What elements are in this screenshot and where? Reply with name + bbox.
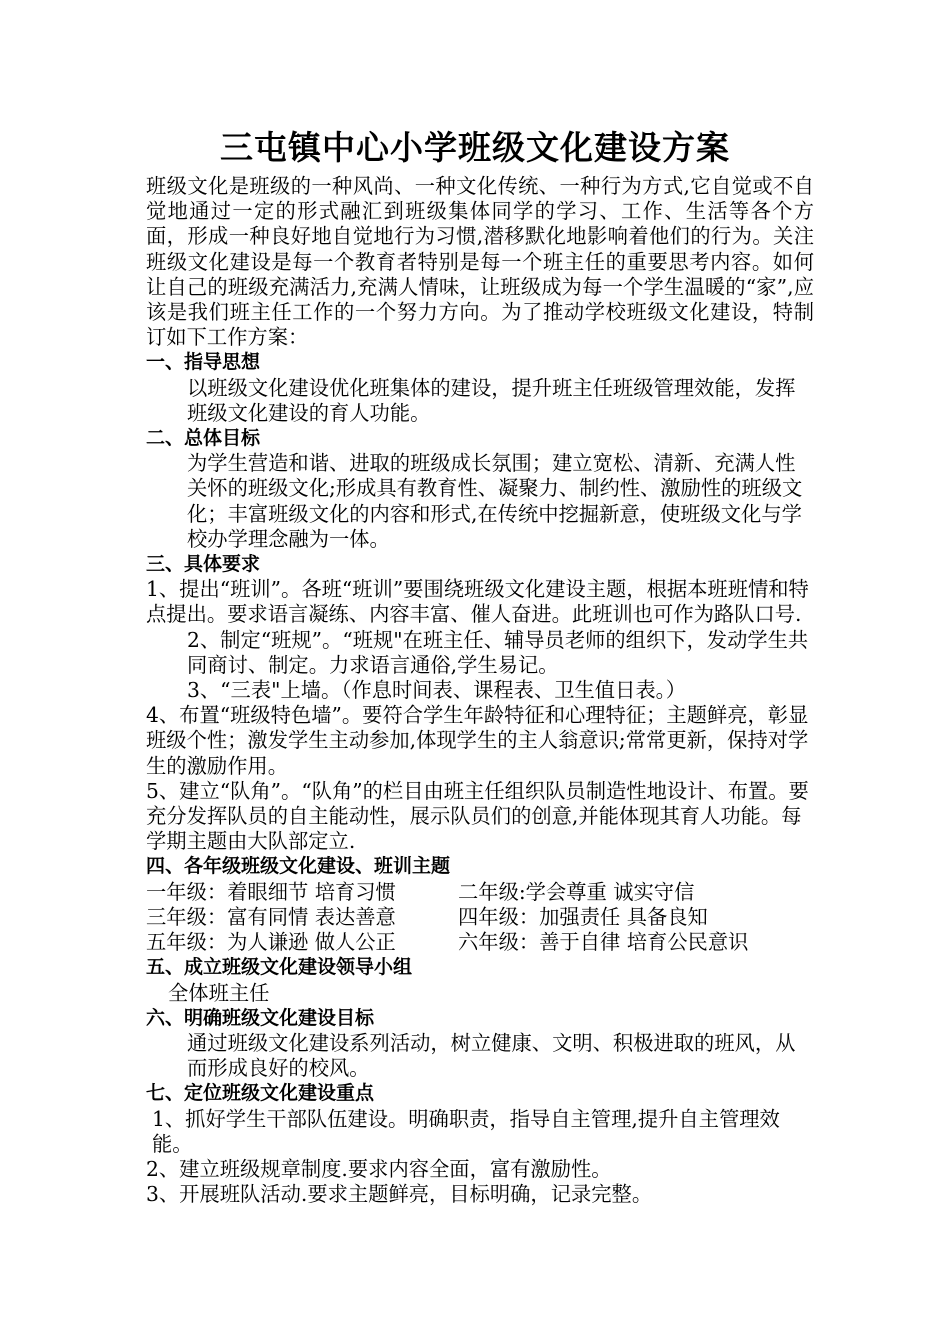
section-heading-key-points: 七、定位班级文化建设重点 [146, 1082, 375, 1105]
requirement-item: 1、提出“班训”。各班“班训”要围绕班级文化建设主题，根据本班班情和特点提出。要求语言凝练、内容丰富、催人奋进。此班训也可作为路队口号. [146, 577, 809, 627]
grade-theme-left: 五年级：为人谦逊 做人公正 [146, 930, 396, 955]
grade-theme-row [146, 930, 814, 955]
document-body [146, 174, 814, 1207]
guiding-thought-paragraph: 以班级文化建设优化班集体的建设，提升班主任班级管理效能，发挥班级文化建设的育人功能。 [187, 375, 796, 425]
section-heading-leadership-group: 五、成立班级文化建设领导小组 [146, 956, 413, 979]
grade-theme-left: 一年级：着眼细节 培育习惯 [146, 879, 396, 904]
key-point-item: 1、抓好学生干部队伍建设。明确职责，指导自主管理,提升自主管理效能。 [152, 1106, 780, 1156]
grade-theme-row [146, 905, 814, 930]
overall-goal-paragraph: 为学生营造和谐、进取的班级成长氛围；建立宽松、清新、充满人性关怀的班级文化;形成具有教育性、凝聚力、制约性、激励性的班级文化；丰富班级文化的内容和形式,在传统中挖掘新意，使班级文化与学校办学理念融为一体。 [187, 451, 803, 551]
requirement-item: 3、“三表"上墙。（作息时间表、课程表、卫生值日表。） [187, 678, 687, 703]
grade-theme-left: 三年级：富有同情 表达善意 [146, 904, 396, 929]
key-point-item: 3、开展班队活动.要求主题鲜亮，目标明确，记录完整。 [146, 1182, 653, 1207]
requirement-item: 5、建立“队角”。“队角”的栏目由班主任组织队员制造性地设计、布置。要充分发挥队员的自主能动性，展示队员们的创意,并能体现其育人功能。每学期主题由大队部定立. [146, 778, 809, 854]
construction-goal-paragraph: 通过班级文化建设系列活动，树立健康、文明、积极进取的班风，从而形成良好的校风。 [187, 1030, 796, 1081]
grade-theme-row [146, 880, 814, 905]
section-heading-grade-themes: 四、各年级班级文化建设、班训主题 [146, 855, 451, 878]
grade-theme-right: 二年级:学会尊重 诚实守信 [458, 879, 695, 904]
requirement-item: 2、制定“班规”。“班规"在班主任、辅导员老师的组织下，发动学生共同商讨、制定。力求语言通俗,学生易记。 [187, 627, 809, 677]
section-heading-specific-requirements: 三、具体要求 [146, 553, 261, 576]
document-title: 三屯镇中心小学班级文化建设方案 [220, 128, 730, 167]
grade-theme-right: 四年级：加强责任 具备良知 [458, 904, 708, 929]
section-heading-overall-goal: 二、总体目标 [146, 427, 261, 450]
grade-theme-right: 六年级：善于自律 培育公民意识 [458, 930, 749, 955]
requirement-item: 4、布置“班级特色墙”。要符合学生年龄特征和心理特征；主题鲜亮，彰显班级个性；激发学生主动参加,体现学生的主人翁意识;常常更新，保持对学生的激励作用。 [146, 703, 809, 778]
leadership-group-paragraph: 全体班主任 [168, 980, 270, 1005]
section-heading-guiding-thought: 一、指导思想 [146, 351, 261, 374]
intro-paragraph: 班级文化是班级的一种风尚、一种文化传统、一种行为方式,它自觉或不自觉地通过一定的形式融汇到班级集体同学的学习、工作、生活等各个方面，形成一种良好地自觉地行为习惯,潜移默化地影响着他们的行为。关注班级文化建设是每一个教育者特别是每一个班主任的重要思考内容。如何让自己的班级充满活力,充满人情味，让班级成为每一个学生温暖的“家”,应该是我们班主任工作的一个努力方向。为了推动学校班级文化建设，特制订如下工作方案： [146, 174, 814, 350]
section-heading-construction-goal: 六、明确班级文化建设目标 [146, 1006, 375, 1029]
key-point-item: 2、建立班级规章制度.要求内容全面，富有激励性。 [146, 1156, 612, 1181]
